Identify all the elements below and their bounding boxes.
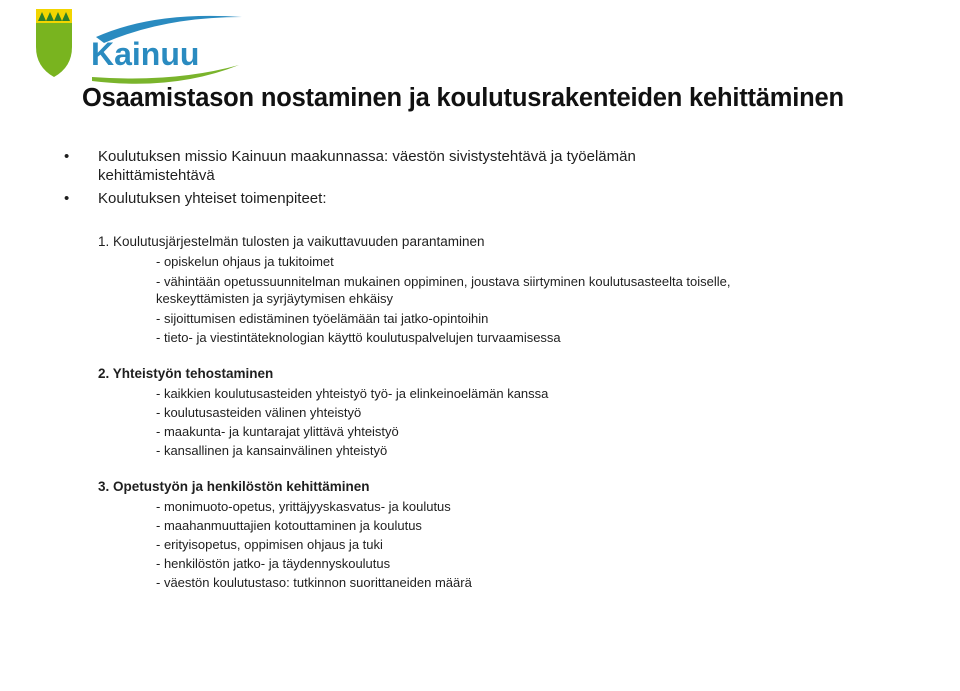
bullet-actions <box>64 189 764 208</box>
list-item: - koulutusasteiden välinen yhteistyö <box>156 405 362 420</box>
list-item: - monimuoto-opetus, yrittäjyyskasvatus- ja koulutus <box>156 499 451 514</box>
bullet-mission-text: : väestön sivistystehtävä ja työelämän <box>384 148 636 165</box>
list-item: - sijoittumisen edistäminen työelämään tai jatko-opintoihin <box>156 311 489 326</box>
list-item: - vähintään opetussuunnitelman mukainen oppiminen, joustava siirtyminen koulutusasteelta toiselle, <box>156 274 731 289</box>
section-3 <box>98 477 858 592</box>
bullet-dot-icon: • <box>64 190 70 207</box>
bullet-list <box>64 147 764 212</box>
list-item: - tieto- ja viestintäteknologian käyttö koulutuspalvelujen turvaamisessa <box>156 330 561 345</box>
bullet-actions-text: : <box>322 190 327 207</box>
list-item: - henkilöstön jatko- ja täydennyskoulutus <box>156 556 391 571</box>
bullet-mission <box>64 147 764 185</box>
list-item-cont: keskeyttämisten ja syrjäytymisen ehkäisy <box>156 291 393 306</box>
page-title: Osaamistason nostaminen ja koulutusrakenteiden kehittäminen <box>82 84 844 112</box>
list-item: - erityisopetus, oppimisen ohjaus ja tuki <box>156 537 383 552</box>
bullet-mission-text-cont: kehittämistehtävä <box>98 167 215 184</box>
sections <box>98 232 858 609</box>
list-item: - väestön koulutustaso: tutkinnon suorittaneiden määrä <box>156 575 472 590</box>
kainuu-logo <box>34 7 244 85</box>
section-items <box>98 384 858 460</box>
section-items <box>98 252 858 347</box>
list-item: - kaikkien koulutusasteiden yhteistyö työ- ja elinkeinoelämän kanssa <box>156 386 549 401</box>
section-title: 1. Koulutusjärjestelmän tulosten ja vaikuttavuuden parantaminen <box>98 234 485 249</box>
list-item: - kansallinen ja kansainvälinen yhteistyö <box>156 443 388 458</box>
section-2 <box>98 364 858 460</box>
list-item: - maahanmuuttajien kotouttaminen ja koulutus <box>156 518 422 533</box>
list-item: - opiskelun ohjaus ja tukitoimet <box>156 254 334 269</box>
section-title: 2. Yhteistyön tehostaminen <box>98 366 274 381</box>
section-1 <box>98 232 858 347</box>
section-items <box>98 497 858 592</box>
bullet-mission-bold: Koulutuksen missio Kainuun maakunnassa <box>98 148 385 165</box>
bullet-actions-bold: Koulutuksen yhteiset toimenpiteet <box>98 190 323 207</box>
bullet-dot-icon: • <box>64 148 70 165</box>
section-title: 3. Opetustyön ja henkilöstön kehittäminen <box>98 479 370 494</box>
list-item: - maakunta- ja kuntarajat ylittävä yhteistyö <box>156 424 399 439</box>
logo-text: Kainuu <box>91 36 200 72</box>
